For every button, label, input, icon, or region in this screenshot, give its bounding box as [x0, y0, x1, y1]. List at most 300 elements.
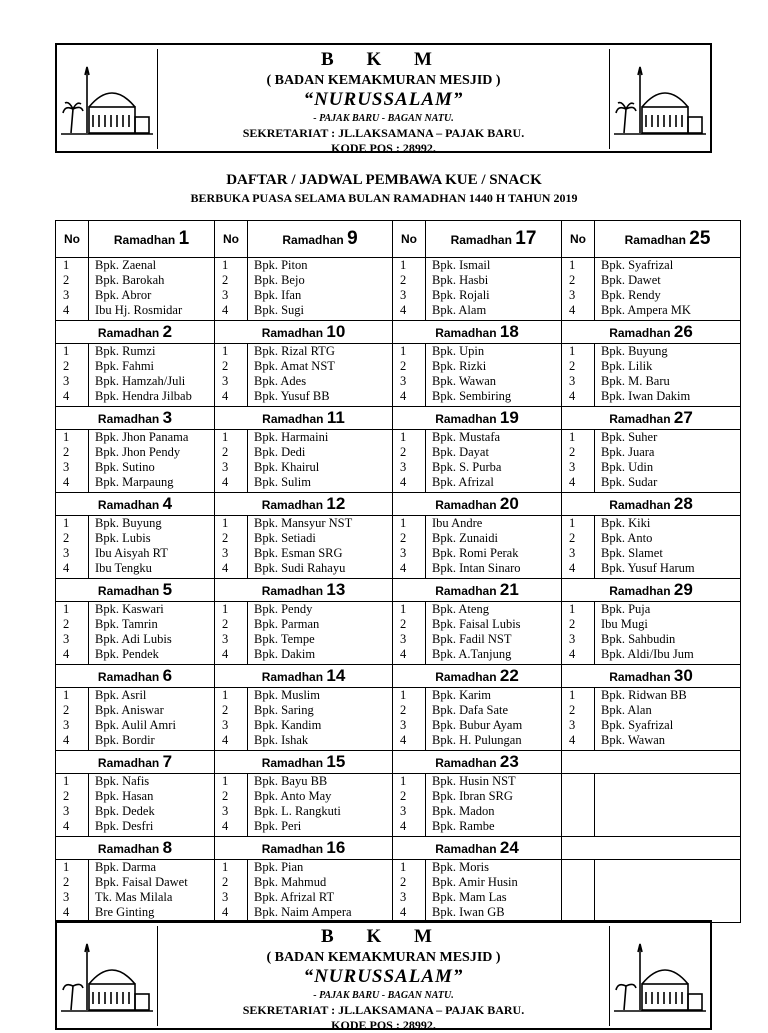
ramadhan-label: Ramadhan	[261, 842, 324, 856]
list-index: 4	[63, 647, 70, 661]
list-index: 2	[569, 273, 576, 287]
list-index: 2	[222, 703, 229, 717]
names-cell	[595, 688, 741, 751]
contributor-name: Bpk. L. Rangkuti	[254, 804, 341, 818]
list-index: 4	[63, 819, 70, 833]
ramadhan-day-header	[215, 407, 393, 430]
contributor-row	[56, 602, 741, 665]
contributor-name: Bpk. Barokah	[95, 273, 165, 287]
mosque-name-bottom: “NURUSSALAM”	[303, 966, 464, 987]
contributor-name: Bpk. Kiki	[601, 516, 651, 530]
contributor-name: Bpk. Ismail	[432, 258, 491, 272]
list-index: 2	[222, 789, 229, 803]
names-cell	[426, 688, 562, 751]
contributor-name: Ibu Mugi	[601, 617, 648, 631]
contributor-name: Bre Ginting	[95, 905, 155, 919]
ramadhan-day-header	[562, 837, 741, 860]
contributor-name: Bpk. Husin NST	[432, 774, 516, 788]
list-index: 4	[400, 733, 407, 747]
contributor-row	[56, 430, 741, 493]
contributor-name: Bpk. Sembiring	[432, 389, 512, 403]
list-index: 3	[222, 460, 229, 474]
ramadhan-label: Ramadhan	[435, 584, 497, 598]
contributor-name: Bpk. Lubis	[95, 531, 151, 545]
list-index: 3	[569, 718, 576, 732]
contributor-name: Bpk. Rumzi	[95, 344, 156, 358]
contributor-name: Bpk. Rizal RTG	[254, 344, 335, 358]
ramadhan-day-header	[56, 751, 215, 774]
ramadhan-label: Ramadhan	[609, 670, 671, 684]
number-cell	[562, 688, 595, 751]
number-cell	[393, 602, 426, 665]
number-cell	[56, 774, 89, 837]
contributor-name: Bpk. Parman	[254, 617, 320, 631]
contributor-name: Bpk. Afrizal RT	[254, 890, 335, 904]
names-cell	[595, 344, 741, 407]
list-index: 1	[63, 258, 70, 272]
contributor-name: Bpk. Naim Ampera	[254, 905, 352, 919]
contributor-row	[56, 516, 741, 579]
list-index: 2	[222, 531, 229, 545]
ramadhan-label: Ramadhan	[609, 498, 671, 512]
list-index: 1	[400, 430, 407, 444]
mosque-logo-left	[57, 49, 158, 149]
ramadhan-day-number: 20	[499, 494, 519, 513]
contributor-name: Bpk. Bordir	[95, 733, 155, 747]
list-index: 3	[222, 890, 229, 904]
list-index: 2	[222, 445, 229, 459]
list-index: 3	[569, 460, 576, 474]
list-index: 3	[222, 804, 229, 818]
contributor-name: Bpk. Lilik	[601, 359, 653, 373]
contributor-name: Bpk. Afrizal	[432, 475, 494, 489]
ramadhan-day-number: 14	[326, 666, 346, 685]
contributor-name: Bpk. Khairul	[254, 460, 320, 474]
list-index: 4	[569, 647, 576, 661]
ramadhan-day-header	[595, 221, 741, 258]
contributor-name: Bpk. Adi Lubis	[95, 632, 172, 646]
contributor-name: Bpk. Darma	[95, 860, 157, 874]
ramadhan-header-row	[56, 837, 741, 860]
number-cell	[215, 774, 248, 837]
ramadhan-day-header	[56, 665, 215, 688]
contributor-name: Bpk. Aldi/Ibu Jum	[601, 647, 694, 661]
list-index: 1	[569, 344, 576, 358]
contributor-row	[56, 860, 741, 923]
list-index: 1	[400, 860, 407, 874]
ramadhan-label: Ramadhan	[435, 498, 497, 512]
list-index: 1	[63, 774, 70, 788]
contributor-name: Bpk. Faisal Dawet	[95, 875, 188, 889]
names-cell	[248, 258, 393, 321]
names-cell	[89, 516, 215, 579]
names-cell	[89, 774, 215, 837]
ramadhan-day-number: 4	[162, 494, 173, 513]
contributor-name: Bpk. Ateng	[432, 602, 489, 616]
list-index: 4	[569, 389, 576, 403]
ramadhan-day-number: 1	[178, 228, 190, 249]
ramadhan-day-header	[215, 493, 393, 516]
list-index: 2	[63, 617, 70, 631]
number-cell	[562, 258, 595, 321]
list-index: 1	[569, 430, 576, 444]
contributor-name: Bpk. Hendra Jilbab	[95, 389, 192, 403]
bkm-title: B K M	[321, 49, 446, 70]
ramadhan-day-number: 12	[326, 494, 346, 513]
contributor-name: Bpk. Amir Husin	[432, 875, 518, 889]
schedule-table	[55, 220, 741, 923]
number-cell	[393, 430, 426, 493]
contributor-name: Bpk. Dayat	[432, 445, 489, 459]
list-index: 4	[569, 475, 576, 489]
names-cell	[89, 344, 215, 407]
list-index: 3	[222, 374, 229, 388]
list-index: 4	[400, 905, 407, 919]
ramadhan-header-row	[56, 579, 741, 602]
number-cell	[215, 516, 248, 579]
list-index: 3	[63, 632, 70, 646]
contributor-name: Bpk. Fahmi	[95, 359, 155, 373]
contributor-name: Bpk. H. Pulungan	[432, 733, 522, 747]
list-index: 1	[222, 774, 229, 788]
ramadhan-label: Ramadhan	[97, 412, 160, 426]
list-index: 2	[400, 531, 407, 545]
list-index: 3	[400, 288, 407, 302]
ramadhan-day-header	[393, 751, 562, 774]
list-index: 3	[400, 804, 407, 818]
contributor-name: Bpk. Dedi	[254, 445, 306, 459]
list-index: 4	[400, 647, 407, 661]
names-cell	[595, 516, 741, 579]
ramadhan-day-header	[215, 837, 393, 860]
contributor-name: Bpk. Ampera MK	[601, 303, 691, 317]
number-cell	[56, 860, 89, 923]
names-cell	[595, 602, 741, 665]
list-index: 3	[222, 632, 229, 646]
list-index: 4	[222, 389, 229, 403]
list-index: 3	[63, 546, 70, 560]
list-index: 2	[569, 703, 576, 717]
ramadhan-day-number: 18	[499, 322, 519, 341]
number-cell	[56, 344, 89, 407]
contributor-name: Bpk. Mahmud	[254, 875, 327, 889]
contributor-name: Bpk. Mustafa	[432, 430, 501, 444]
ramadhan-day-number: 25	[689, 228, 711, 249]
list-index: 3	[400, 890, 407, 904]
contributor-name: Bpk. Upin	[432, 344, 485, 358]
list-index: 1	[63, 860, 70, 874]
contributor-name: Bpk. Iwan Dakim	[601, 389, 691, 403]
contributor-name: Bpk. Tempe	[254, 632, 315, 646]
list-index: 1	[63, 344, 70, 358]
list-index: 2	[400, 875, 407, 889]
list-index: 4	[63, 733, 70, 747]
contributor-name: Bpk. Anto	[601, 531, 653, 545]
contributor-name: Bpk. Dawet	[601, 273, 661, 287]
ramadhan-day-header	[393, 321, 562, 344]
contributor-name: Ibu Tengku	[95, 561, 152, 575]
ramadhan-header-row	[56, 751, 741, 774]
contributor-name: Bpk. Wawan	[432, 374, 497, 388]
list-index: 1	[222, 602, 229, 616]
ramadhan-label: Ramadhan	[97, 842, 160, 856]
list-index: 3	[63, 718, 70, 732]
contributor-name: Bpk. Sudi Rahayu	[254, 561, 346, 575]
ramadhan-day-number: 29	[673, 580, 693, 599]
list-index: 1	[222, 258, 229, 272]
names-cell	[426, 516, 562, 579]
ramadhan-header-row	[56, 407, 741, 430]
names-cell	[426, 258, 562, 321]
names-cell	[89, 860, 215, 923]
contributor-name: Bpk. Rizki	[432, 359, 487, 373]
number-cell	[215, 258, 248, 321]
number-cell	[562, 602, 595, 665]
names-cell	[426, 344, 562, 407]
ramadhan-day-header	[393, 493, 562, 516]
contributor-name: Bpk. Sutino	[95, 460, 155, 474]
contributor-name: Bpk. Desfri	[95, 819, 154, 833]
secretariat-line-bottom: SEKRETARIAT : JL.LAKSAMANA – PAJAK BARU.	[242, 1003, 525, 1017]
ramadhan-label: Ramadhan	[435, 670, 497, 684]
contributor-name: Bpk. Ridwan BB	[601, 688, 687, 702]
list-index: 3	[400, 460, 407, 474]
list-index: 4	[63, 561, 70, 575]
number-cell	[562, 430, 595, 493]
ramadhan-day-header	[562, 321, 741, 344]
ramadhan-day-number: 22	[499, 666, 519, 685]
list-index: 4	[400, 389, 407, 403]
contributor-name: Bpk. Peri	[254, 819, 302, 833]
names-cell	[89, 688, 215, 751]
list-index: 1	[222, 516, 229, 530]
ramadhan-day-number: 6	[162, 666, 173, 685]
location-line-bottom: - PAJAK BARU - BAGAN NATU.	[313, 990, 454, 1001]
ramadhan-header-row	[56, 221, 741, 258]
ramadhan-day-number: 26	[673, 322, 693, 341]
names-cell	[248, 860, 393, 923]
ramadhan-day-number: 15	[326, 752, 346, 771]
no-column-header: No	[215, 221, 248, 258]
ramadhan-day-number: 5	[162, 580, 173, 599]
number-cell	[562, 344, 595, 407]
contributor-name: Bpk. Rendy	[601, 288, 661, 302]
list-index: 4	[222, 303, 229, 317]
ramadhan-day-header	[215, 751, 393, 774]
schedule-subtitle: BERBUKA PUASA SELAMA BULAN RAMADHAN 1440 H TAHUN 2019	[190, 191, 578, 205]
contributor-name: Tk. Mas Milala	[95, 890, 173, 904]
contributor-name: Bpk. Aulil Amri	[95, 718, 176, 732]
ramadhan-label: Ramadhan	[261, 584, 324, 598]
names-cell	[426, 860, 562, 923]
ramadhan-day-header	[215, 321, 393, 344]
number-cell	[393, 258, 426, 321]
ramadhan-day-number: 27	[673, 408, 693, 427]
no-column-header: No	[56, 221, 89, 258]
contributor-name: Bpk. Ibran SRG	[432, 789, 513, 803]
list-index: 1	[400, 516, 407, 530]
ramadhan-day-header	[56, 837, 215, 860]
contributor-name: Bpk. Piton	[254, 258, 308, 272]
list-index: 4	[569, 303, 576, 317]
contributor-name: Bpk. Harmaini	[254, 430, 329, 444]
ramadhan-label: Ramadhan	[261, 498, 324, 512]
contributor-name: Bpk. Wawan	[601, 733, 666, 747]
list-index: 2	[400, 789, 407, 803]
ramadhan-day-number: 28	[673, 494, 693, 513]
list-index: 1	[222, 688, 229, 702]
contributor-name: Bpk. Ades	[254, 374, 307, 388]
header-top	[55, 43, 712, 153]
list-index: 3	[569, 632, 576, 646]
list-index: 1	[63, 430, 70, 444]
badan-name-bottom: ( BADAN KEMAKMURAN MESJID )	[266, 950, 501, 965]
contributor-name: Bpk. Ifan	[254, 288, 302, 302]
secretariat-line: SEKRETARIAT : JL.LAKSAMANA – PAJAK BARU.	[242, 126, 525, 140]
number-cell	[393, 344, 426, 407]
contributor-name: Bpk. Bubur Ayam	[432, 718, 523, 732]
list-index: 1	[400, 602, 407, 616]
number-cell	[56, 602, 89, 665]
ramadhan-label: Ramadhan	[97, 326, 160, 340]
contributor-name: Bpk. Kaswari	[95, 602, 164, 616]
ramadhan-header-row	[56, 321, 741, 344]
list-index: 1	[63, 602, 70, 616]
schedule-title: DAFTAR / JADWAL PEMBAWA KUE / SNACK	[226, 172, 542, 188]
contributor-name: Bpk. M. Baru	[601, 374, 670, 388]
list-index: 1	[569, 602, 576, 616]
list-index: 2	[569, 445, 576, 459]
contributor-name: Bpk. Udin	[601, 460, 654, 474]
number-cell	[56, 688, 89, 751]
number-cell	[562, 774, 595, 837]
contributor-name: Bpk. Dafa Sate	[432, 703, 509, 717]
names-cell	[89, 258, 215, 321]
list-index: 3	[569, 374, 576, 388]
list-index: 2	[63, 875, 70, 889]
contributor-name: Bpk. Dakim	[254, 647, 316, 661]
bkm-title-bottom: B K M	[321, 926, 446, 947]
contributor-name: Bpk. Pian	[254, 860, 304, 874]
ramadhan-label: Ramadhan	[261, 756, 324, 770]
contributor-name: Bpk. Romi Perak	[432, 546, 519, 560]
contributor-name: Bpk. Dedek	[95, 804, 155, 818]
ramadhan-day-number: 21	[499, 580, 519, 599]
contributor-name: Bpk. Asril	[95, 688, 147, 702]
list-index: 2	[63, 789, 70, 803]
ramadhan-day-header	[562, 407, 741, 430]
mosque-logo-right	[609, 49, 710, 149]
ramadhan-label: Ramadhan	[450, 233, 512, 247]
ramadhan-label: Ramadhan	[435, 326, 497, 340]
contributor-name: Bpk. Buyung	[95, 516, 162, 530]
list-index: 1	[400, 344, 407, 358]
contributor-name: Bpk. Alan	[601, 703, 652, 717]
contributor-name: Bpk. Intan Sinaro	[432, 561, 521, 575]
ramadhan-label: Ramadhan	[261, 670, 324, 684]
number-cell	[393, 860, 426, 923]
ramadhan-label: Ramadhan	[262, 412, 324, 426]
ramadhan-day-number: 2	[162, 322, 173, 341]
ramadhan-day-header	[393, 579, 562, 602]
ramadhan-label: Ramadhan	[435, 412, 497, 426]
contributor-row	[56, 344, 741, 407]
contributor-name: Bpk. Saring	[254, 703, 314, 717]
list-index: 1	[222, 430, 229, 444]
ramadhan-day-header	[56, 407, 215, 430]
ramadhan-label: Ramadhan	[113, 233, 176, 247]
list-index: 2	[400, 703, 407, 717]
ramadhan-label: Ramadhan	[97, 584, 160, 598]
list-index: 1	[569, 258, 576, 272]
list-index: 3	[569, 546, 576, 560]
header-bottom	[55, 920, 712, 1030]
list-index: 3	[222, 288, 229, 302]
contributor-name: Bpk. Kandim	[254, 718, 322, 732]
list-index: 4	[63, 389, 70, 403]
names-cell	[248, 516, 393, 579]
list-index: 2	[569, 617, 576, 631]
list-index: 3	[63, 890, 70, 904]
list-index: 3	[63, 374, 70, 388]
number-cell	[215, 602, 248, 665]
contributor-name: Bpk. S. Purba	[432, 460, 502, 474]
list-index: 4	[400, 819, 407, 833]
list-index: 1	[569, 688, 576, 702]
list-index: 4	[63, 475, 70, 489]
list-index: 3	[63, 288, 70, 302]
postal-code-bottom: KODE POS : 28992.	[331, 1018, 436, 1032]
contributor-name: Bpk. Setiadi	[254, 531, 316, 545]
ramadhan-header-row	[56, 493, 741, 516]
contributor-name: Bpk. Nafis	[95, 774, 150, 788]
names-cell	[595, 258, 741, 321]
ramadhan-day-header	[56, 493, 215, 516]
names-cell	[426, 430, 562, 493]
contributor-name: Bpk. Madon	[432, 804, 495, 818]
contributor-name: Bpk. Sahbudin	[601, 632, 676, 646]
ramadhan-label: Ramadhan	[609, 412, 671, 426]
ramadhan-label: Ramadhan	[435, 842, 497, 856]
number-cell	[56, 516, 89, 579]
contributor-name: Ibu Andre	[432, 516, 483, 530]
number-cell	[56, 258, 89, 321]
contributor-name: Bpk. Aniswar	[95, 703, 164, 717]
contributor-name: Bpk. Anto May	[254, 789, 332, 803]
names-cell	[248, 688, 393, 751]
list-index: 3	[222, 546, 229, 560]
ramadhan-day-header	[426, 221, 562, 258]
contributor-name: Bpk. Bejo	[254, 273, 305, 287]
list-index: 4	[222, 819, 229, 833]
names-cell	[595, 860, 741, 923]
list-index: 4	[569, 561, 576, 575]
ramadhan-day-header	[56, 321, 215, 344]
names-cell	[595, 774, 741, 837]
list-index: 4	[222, 733, 229, 747]
list-index: 3	[400, 718, 407, 732]
contributor-name: Bpk. Amat NST	[254, 359, 335, 373]
ramadhan-day-number: 19	[499, 408, 519, 427]
list-index: 4	[222, 561, 229, 575]
contributor-name: Bpk. Pendek	[95, 647, 159, 661]
ramadhan-label: Ramadhan	[609, 326, 671, 340]
number-cell	[215, 860, 248, 923]
names-cell	[426, 774, 562, 837]
ramadhan-label: Ramadhan	[97, 670, 160, 684]
names-cell	[89, 430, 215, 493]
contributor-name: Bpk. Buyung	[601, 344, 668, 358]
